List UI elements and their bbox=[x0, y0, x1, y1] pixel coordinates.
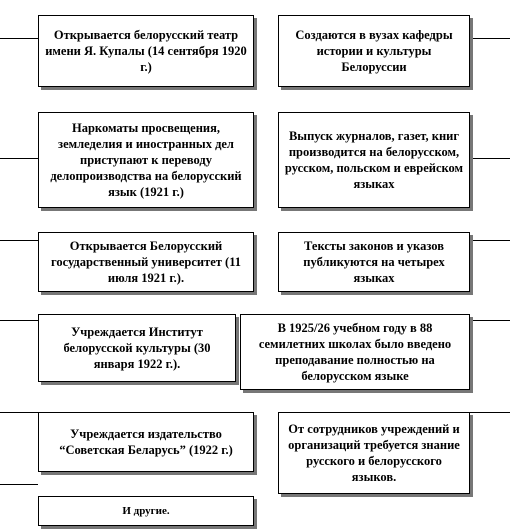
event-text: Выпуск журналов, газет, книг производится на белорусском, русском, польском и еврейском языках bbox=[284, 129, 464, 191]
event-text: Наркоматы просвещения, земледелия и иностранных дел приступают к переводу делопроизводства на белорусский язык (1921 г.) bbox=[50, 121, 242, 199]
connector-line bbox=[470, 240, 510, 241]
event-box-left bbox=[38, 15, 254, 87]
event-box-right bbox=[278, 112, 470, 208]
event-box-left bbox=[38, 314, 236, 382]
connector-line bbox=[470, 38, 510, 39]
event-box-right bbox=[278, 232, 470, 292]
event-text: Открывается белорусский театр имени Я. Купалы (14 сентября 1920 г.) bbox=[45, 28, 247, 74]
connector-line bbox=[470, 320, 510, 321]
event-box-left bbox=[38, 412, 254, 472]
event-text: От сотрудников учреждений и организаций требуется знание русского и белорусского языков. bbox=[288, 422, 460, 484]
event-text: В 1925/26 учебном году в 88 семилетних школах было введено преподавание полностью на белорусском языке bbox=[258, 321, 452, 383]
connector-line bbox=[0, 412, 38, 413]
event-box-right bbox=[278, 412, 470, 494]
event-box-left bbox=[38, 112, 254, 208]
connector-line bbox=[0, 320, 38, 321]
connector-line bbox=[0, 158, 38, 159]
event-box-right bbox=[240, 314, 470, 390]
event-box-left bbox=[38, 232, 254, 292]
connector-line bbox=[470, 412, 510, 413]
event-text: Учреждается Институт белорусской культуры (30 января 1922 г.). bbox=[63, 325, 211, 371]
event-text: Открывается Белорусский государственный университет (11 июля 1921 г.). bbox=[50, 239, 242, 285]
connector-line bbox=[0, 240, 38, 241]
event-text: Создаются в вузах кафедры истории и культуры Белоруссии bbox=[295, 28, 453, 74]
connector-line bbox=[0, 484, 38, 485]
event-text: И другие. bbox=[122, 504, 170, 517]
event-box-right bbox=[278, 15, 470, 87]
connector-line bbox=[470, 158, 510, 159]
connector-line bbox=[0, 38, 40, 39]
event-text: Тексты законов и указов публикуются на четырех языках bbox=[303, 239, 445, 285]
event-box-other bbox=[38, 496, 254, 526]
event-text: Учреждается издательство “Советская Беларусь” (1922 г.) bbox=[59, 427, 233, 457]
